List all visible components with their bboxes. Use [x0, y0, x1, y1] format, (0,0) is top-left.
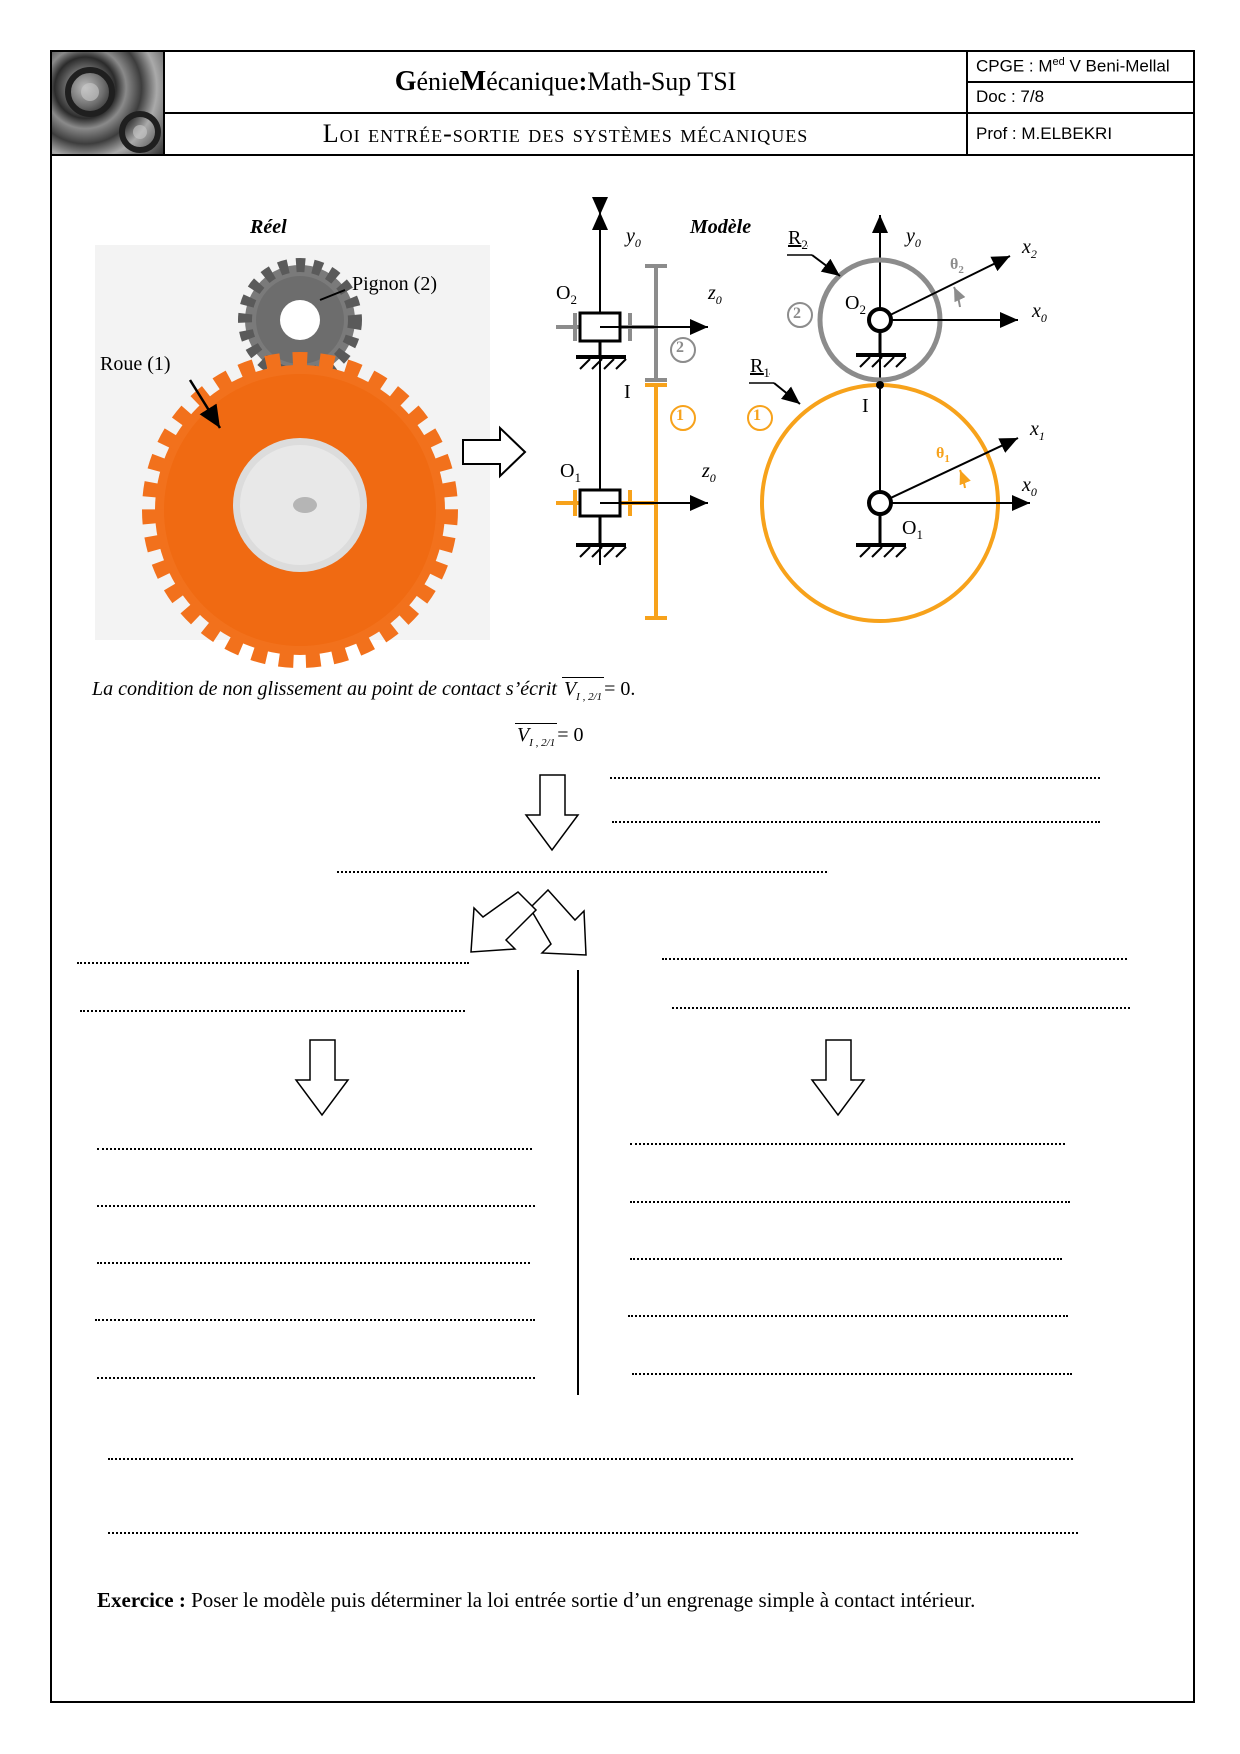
- theta1-label: $\theta_1$: [936, 445, 950, 466]
- velocity-expression: $V_{I , 2/1}$: [563, 678, 603, 703]
- contact-point-i-front: I: [862, 395, 869, 417]
- reel-label: Réel: [250, 216, 287, 238]
- answer-line-full-2[interactable]: [108, 1530, 1078, 1534]
- answer-line-2[interactable]: [612, 819, 1100, 823]
- condition-text: La condition de non glissement au point de contact s’écrit $V_{I , 2/1} = 0$.: [92, 678, 636, 703]
- answer-line-left-4[interactable]: [97, 1203, 535, 1207]
- exercise-text: Poser le modèle puis déterminer la loi entrée sortie d’un engrenage simple à contact intérieur.: [191, 1588, 976, 1612]
- answer-line-left-5[interactable]: [97, 1260, 530, 1264]
- x2-axis-label: $x_2$: [1022, 236, 1037, 261]
- roue-label: Roue (1): [100, 353, 171, 375]
- answer-line-1[interactable]: [610, 775, 1100, 779]
- contact-point-i-side: I: [624, 381, 631, 403]
- part-1-marker-front: 1: [753, 407, 761, 424]
- answer-line-right-1[interactable]: [662, 956, 1127, 960]
- z0-axis-label-bottom: $z_0$: [702, 460, 716, 485]
- answer-line-right-3[interactable]: [630, 1141, 1065, 1145]
- answer-line-right-2[interactable]: [672, 1005, 1130, 1009]
- x1-axis-label: $x_1$: [1030, 418, 1045, 443]
- answer-line-3[interactable]: [337, 869, 827, 873]
- part-2-marker-front: 2: [793, 305, 801, 322]
- doc-number: Doc : 7/8: [966, 81, 1195, 114]
- answer-line-left-1[interactable]: [77, 960, 469, 964]
- answer-line-right-4[interactable]: [630, 1199, 1070, 1203]
- part-2-marker-side: 2: [676, 339, 684, 356]
- r1-label: $R_1$: [750, 355, 770, 380]
- exercise-block: [97, 1583, 1132, 1617]
- y0-axis-label-side: $y_0$: [626, 225, 641, 250]
- prof-name: Prof : M.ELBEKRI: [966, 112, 1195, 156]
- modele-label: Modèle: [690, 216, 752, 238]
- answer-line-left-3[interactable]: [97, 1146, 532, 1150]
- pignon-label: Pignon (2): [352, 273, 437, 295]
- o1-label-side: $O_1$: [560, 460, 581, 485]
- page-subtitle: Loi entrée-sortie des systèmes mécaniques: [163, 112, 968, 156]
- exercise-label: Exercice :: [97, 1588, 186, 1612]
- answer-line-left-6[interactable]: [95, 1317, 535, 1321]
- velocity-equation: $V_{I , 2/1} = 0$: [517, 724, 584, 749]
- answer-line-left-2[interactable]: [80, 1008, 465, 1012]
- y0-axis-label-front: $y_0$: [906, 225, 921, 250]
- z0-axis-label-top: $z_0$: [708, 282, 722, 307]
- theta2-label: $\theta_2$: [950, 256, 964, 277]
- answer-line-right-6[interactable]: [628, 1313, 1068, 1317]
- o1-label-front: $O_1$: [902, 517, 923, 542]
- page-title: G énie M écanique : Math-Sup TSI: [163, 50, 968, 114]
- o2-label-front: $O_2$: [845, 292, 866, 317]
- answer-line-full-1[interactable]: [108, 1456, 1073, 1460]
- school-label: CPGE : $M^{ed}$ V Beni-Mellal: [966, 50, 1195, 83]
- r2-label: $R_2$: [788, 227, 808, 252]
- answer-line-left-7[interactable]: [97, 1375, 535, 1379]
- answer-line-right-7[interactable]: [632, 1371, 1072, 1375]
- x0-axis-label-top: $x_0$: [1032, 300, 1047, 325]
- part-1-marker-side: 1: [676, 407, 684, 424]
- o2-label-side: $O_2$: [556, 282, 577, 307]
- answer-line-right-5[interactable]: [630, 1256, 1062, 1260]
- x0-axis-label-bottom: $x_0$: [1022, 474, 1037, 499]
